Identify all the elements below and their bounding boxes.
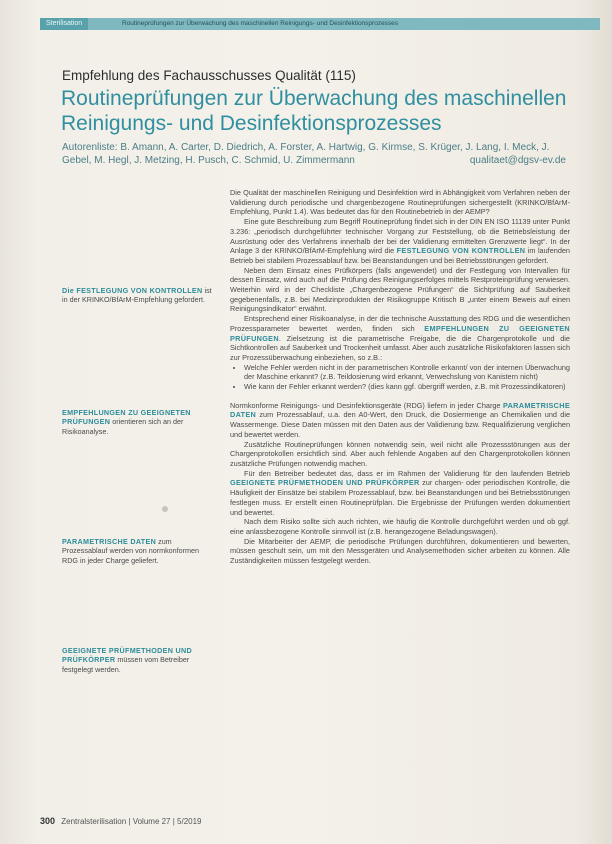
author-list bbox=[62, 141, 566, 167]
journal-citation: Zentralsterilisation | Volume 27 | 5/2019 bbox=[61, 817, 202, 826]
margin-note-text: müssen vom Betreiber festgelegt werden. bbox=[62, 655, 190, 674]
paragraph-text: . Zielsetzung ist die parametrische Freigabe, die die Chargenprotokolle und die Sichtkontrollen auf Sauberkeit und Trockenheit umfasst. Aber auch zusätzliche Risikofaktoren lassen sich zur Prozessüberwachung einbeziehen, so z.B.: bbox=[230, 333, 570, 362]
paragraph-text: Zusätzliche Routineprüfungen können notwendig sein, weil nicht alle Prozessstörungen aus der Chargenprotokollen ersichtlich sind. Aber auch fehlende Angaben auf den Chargenprotokollen können zusätzliche Prüfungen notwendig machen. bbox=[230, 439, 570, 468]
margin-note-highlight: PARAMETRISCHE DATEN bbox=[62, 537, 157, 546]
margin-note-text: zum Prozessablauf werden von normkonformen RDG in jeder Charge geliefert. bbox=[62, 537, 200, 565]
paragraph bbox=[230, 314, 570, 363]
paper-speck bbox=[162, 506, 168, 512]
paragraph-text: Eine gute Beschreibung zum Begriff Routineprüfung findet sich in der DIN EN ISO 11139 unter Punkt 3.236: „periodisch durchgeführter technischer Vorgang zur Feststellung, ob die Betriebsleistung der Ausrüstung oder des Verfahrens innerhalb der bei der Validierung ermittelten Grenzwerte liegt“. In der Anlage 3 der KRINKO/BfArM-Empfehlung wird die bbox=[230, 217, 570, 256]
inline-highlight: FESTLEGUNG VON KONTROLLEN bbox=[396, 246, 526, 256]
paragraph bbox=[230, 440, 570, 469]
paragraph-text: zur chargen- oder periodischen Kontrolle, die Häufigkeit der Einsätze bei stabilem Prozessablauf, bzw. bei Beanstandungen und bei Betriebsstörungen festlegen muss. Er erstellt einen Routineprüfplan. Die Ergebnisse der Prüfungen werden dokumentiert und bewertet. bbox=[230, 478, 570, 517]
inline-highlight: PARAMETRISCHE DATEN bbox=[230, 400, 570, 420]
margin-note-text: ist in der KRINKO/BfArM-Empfehlung gefordert. bbox=[62, 286, 212, 305]
paragraph-text: im laufenden Betrieb bei stabilem Prozessablauf bzw. bei Beanstandungen und bei Betriebsstörungen gefordert. bbox=[230, 246, 570, 265]
paragraph-text: Nach dem Risiko sollte sich auch richten, wie häufig die Kontrolle durchgeführt werden und ob ggf. eine anlassbezogene Kontrolle sinnvoll ist (z.B. herangezogene Beladungswagen). bbox=[230, 517, 570, 536]
margin-note-1 bbox=[62, 286, 212, 305]
paragraph bbox=[230, 188, 570, 217]
article-title: Routineprüfungen zur Überwachung des maschinellen Reinigungs- und Desinfektionsprozesses bbox=[61, 87, 567, 135]
paragraph bbox=[230, 266, 570, 315]
paragraph bbox=[230, 217, 570, 266]
paragraph-text: Normkonforme Reinigungs- und Desinfektionsgeräte (RDG) liefern in jeder Charge bbox=[230, 400, 501, 410]
bullet-item: • Wie kann der Fehler erkannt werden? (dies kann ggf. übergriff werden, z.B. mit Prozessindikatoren) bbox=[244, 382, 570, 392]
page-number: 300 bbox=[40, 816, 56, 826]
paragraph-text: Die Qualität der maschinellen Reinigung und Desinfektion wird in Abhängigkeit vom Verfahren neben der Validierung durch periodische und chargenbezogene Routineprüfungen sichergestellt (KRINKO/BfArM-Empfehlung, Punkt 1.4). Was bedeutet das für den Routinebetrieb in der AEMP? bbox=[230, 188, 570, 217]
inline-highlight: GEEIGNETE PRÜFMETHODEN UND PRÜFKÖRPER bbox=[230, 478, 420, 488]
paragraph-text: Für den Betreiber bedeutet das, dass er im Rahmen der Validierung für den laufenden Betrieb bbox=[244, 468, 570, 478]
margin-note-4 bbox=[62, 646, 212, 674]
page-footer bbox=[40, 816, 202, 826]
paragraph-text: Die Mitarbeiter der AEMP, die periodische Prüfungen durchführen, dokumentieren und bewerten, müssen geschult sein, um mit den Messgeräten und Analysemethoden sicher arbeiten zu können. Alle Zuständigkeiten müssen festgelegt werden. bbox=[230, 536, 570, 566]
paragraph bbox=[230, 469, 570, 518]
inline-highlight: EMPFEHLUNGEN ZU GEEIGNETEN PRÜFUNGEN bbox=[230, 323, 571, 343]
bullet-item: • Welche Fehler werden nicht in der parametrischen Kontrolle erkannt/ von der internen Überwachung der Maschine erkannt? (z.B. Teildosierung wird erkannt, Verwechslung von Kanistern nicht) bbox=[244, 363, 570, 382]
margin-note-highlight: EMPFEHLUNGEN ZU GEEIGNETEN PRÜFUNGEN bbox=[62, 408, 191, 427]
paragraph-text: Entsprechend einer Risikoanalyse, in der die technische Ausstattung des RDG und die wesentlichen Prozessparameter bewertet werden, finden sich bbox=[230, 314, 570, 333]
margin-note-highlight: GEEIGNETE PRÜFMETHODEN UND PRÜFKÖRPER bbox=[62, 646, 192, 665]
contact-email: qualitaet@dgsv-ev.de bbox=[469, 155, 566, 166]
paragraph-text: Neben dem Einsatz eines Prüfkörpers (falls angewendet) und der Festlegung von Intervallen für dessen Einsatz, wird auch auf die Prüfung des Reinigungserfolges mittels Restproteinprüfung verwiesen. Weiterhin wird in der Checkliste „Chargenbezogene Prüfungen“ die Sichtprüfung auf Sauberkeit gegebenenfalls, z.B. bei Medizinprodukten der Risikogruppe Kritisch B „unter einem Beweis auf einen Reinigungsindikator“ erwähnt. bbox=[230, 265, 570, 314]
paragraph bbox=[230, 537, 570, 566]
bullet-list bbox=[230, 363, 570, 392]
margin-note-2 bbox=[62, 408, 212, 436]
margin-note-3 bbox=[62, 537, 212, 565]
section-category: Sterilisation bbox=[40, 18, 88, 30]
paragraph-text: zum Prozessablauf, u.a. den A0-Wert, den Druck, die Dosiermenge an Chemikalien und die Wassermenge. Diese Daten müssen mit den Daten aus der Validierung bzw. Requalifizierung verglichen und bewertet werden. bbox=[230, 410, 571, 439]
body-text bbox=[230, 188, 570, 566]
running-header-bar bbox=[40, 18, 600, 30]
article-kicker: Empfehlung des Fachausschusses Qualität (115) bbox=[62, 68, 356, 83]
paragraph bbox=[230, 517, 570, 536]
running-head: Routineprüfungen zur Überwachung des maschinellen Reinigungs- und Desinfektionsprozesses bbox=[122, 20, 399, 27]
paragraph bbox=[230, 401, 570, 440]
authors-text: Autorenliste: B. Amann, A. Carter, D. Diedrich, A. Forster, A. Hartwig, G. Kirmse, S. Krüger, J. Lang, I. Meck, J. Gebel, M. Hegl, J. Metzing, H. Pusch, C. Schmid, U. Zimmermann bbox=[62, 142, 550, 166]
margin-note-highlight: Die FESTLEGUNG VON KONTROLLEN bbox=[62, 286, 203, 295]
margin-note-text: orientieren sich an der Risikoanalyse. bbox=[62, 417, 184, 436]
